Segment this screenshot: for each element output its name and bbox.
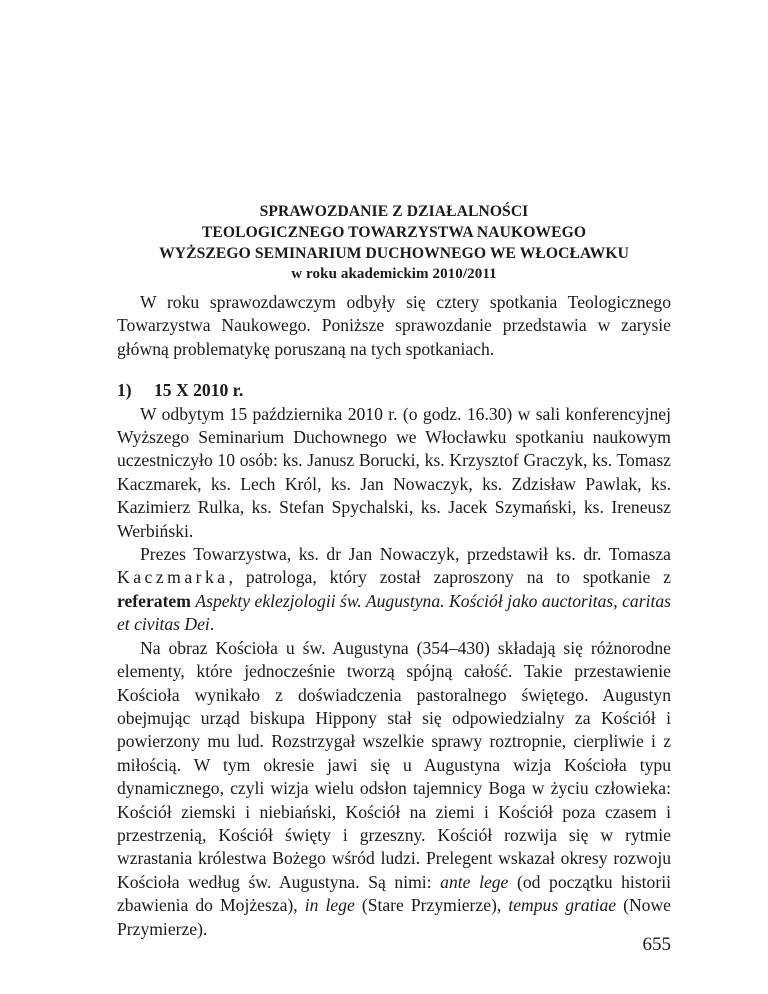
term-tempus-gratiae: tempus gratiae <box>508 895 617 916</box>
heading-line-3: WYŻSZEGO SEMINARIUM DUCHOWNEGO WE WŁOCŁAWKU <box>159 245 629 262</box>
heading-line-2: TEOLOGICZNEGO TOWARZYSTWA NAUKOWEGO <box>201 224 587 241</box>
referat-label: referatem <box>117 590 191 611</box>
para2-end: . <box>209 614 215 635</box>
para3-text-4: (Nowe Przymierze). <box>117 895 671 939</box>
main-text <box>117 201 671 941</box>
term-in-lege: in lege <box>304 895 355 916</box>
section-1-paragraph-3 <box>117 637 671 941</box>
intro-paragraph: W roku sprawozdawczym odbyły się cztery spotkania Teologicznego Towarzystwa Naukowego. Poniższe sprawozdanie przedstawia w zarysie główną problematykę poruszaną na tych spotkaniach. <box>117 292 671 359</box>
report-heading <box>117 201 671 285</box>
para3-text-1: Na obraz Kościoła u św. Augustyna (354–430) składają się różnorodne elementy, które jednocześnie tworzą spójną całość. Takie przestawienie Kościoła wynikało z doświadczenia pastoralnego świętego. Augustyn obejmując urząd biskupa Hippony stał się odpowiedzialny za Kościół i powierzony mu lud. Rozstrzygał wszelkie sprawy roztropnie, cierpliwie i z miłością. W tym okresie jawi się u Augustyna wizja Kościoła typu dynamicznego, czyli wizja wielu odsłon tajemnicy Boga w życiu człowieka: Kościół ziemski i niebiański, Kościół na ziemi i Kościół poza czasem i przestrzenią, Kościół święty i grzeszny. Kościół rozwija się w rytmie wzrastania królestwa Bożego wśród ludzi. Prelegent wskazał okresy rozwoju Kościoła według św. Augustyna. Są nimi: <box>117 637 671 892</box>
section-1-heading <box>117 379 671 402</box>
term-ante-lege: ante lege <box>440 871 509 892</box>
section-1-date: 15 X 2010 r. <box>154 380 244 401</box>
heading-academic-year: w roku akademickim 2010/2011 <box>291 266 497 282</box>
lecture-title: Aspekty eklezjologii św. Augustyna. Kościół jako auctoritas, caritas et civitas Dei <box>117 590 671 635</box>
section-1-paragraph-1: W odbytym 15 października 2010 r. (o godz. 16.30) w sali konferencyjnej Wyższego Seminarium Duchownego we Włocławku spotkaniu naukowym uczestniczyło 10 osób: ks. Janusz Borucki, ks. Krzysztof Graczyk, ks. Tomasz Kaczmarek, ks. Lech Król, ks. Jan Nowaczyk, ks. Zdzisław Pawlak, ks. Kazimierz Rulka, ks. Stefan Spychalski, ks. Jacek Szymański, ks. Ireneusz Werbiński. <box>117 403 671 541</box>
page-number: 655 <box>642 934 671 955</box>
para3-text-2: (od początku historii zbawienia do Mojżesza), <box>117 871 671 916</box>
section-1-paragraph-2 <box>117 543 671 637</box>
section-1-number: 1) <box>117 380 132 401</box>
speaker-surname: Kaczmarka <box>117 567 229 588</box>
heading-line-1: SPRAWOZDANIE Z DZIAŁALNOŚCI <box>259 203 529 220</box>
para2-text-2: , patrologa, który został zaproszony na to spotkanie z <box>228 567 671 588</box>
para3-text-3: (Stare Przymierze), <box>354 895 509 916</box>
para2-text-1: Prezes Towarzystwa, ks. dr Jan Nowaczyk, przedstawił ks. dr. Tomasza <box>140 544 671 565</box>
